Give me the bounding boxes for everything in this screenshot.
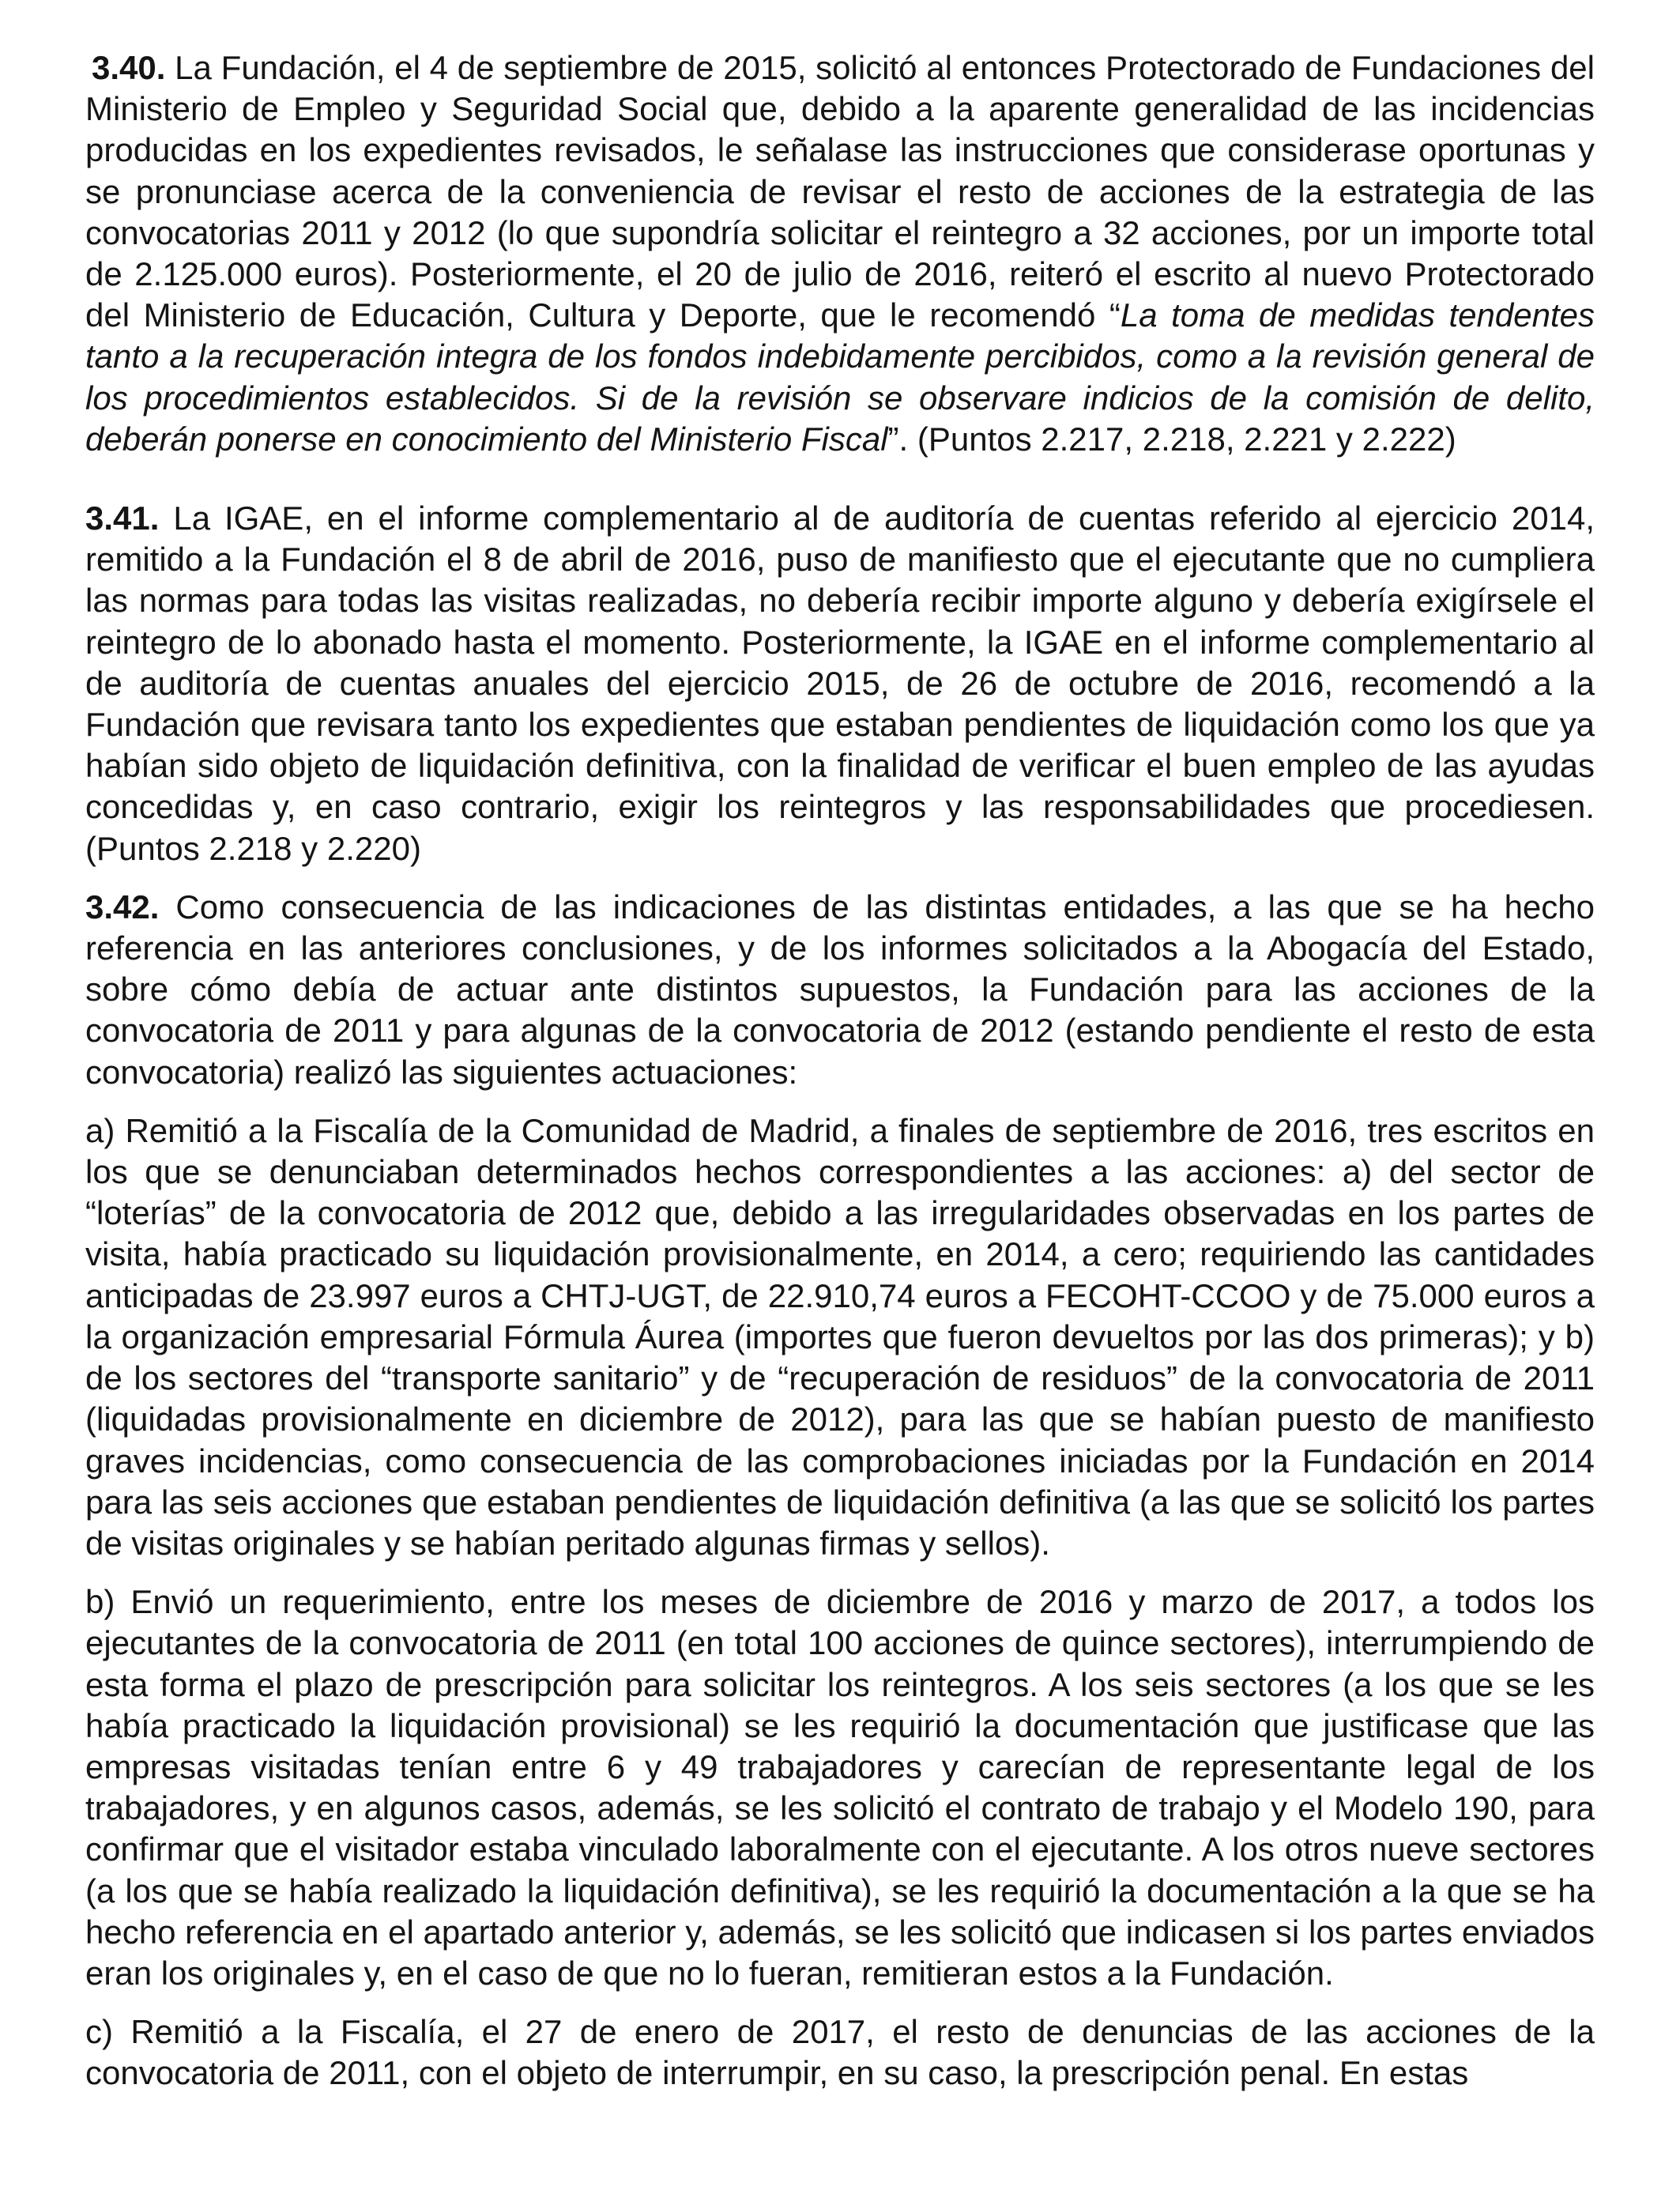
paragraph-3-40 xyxy=(85,47,1595,460)
paragraph-number: 3.42. xyxy=(85,888,160,925)
document-page xyxy=(85,47,1595,2094)
item-text: c) Remitió a la Fiscalía, el 27 de enero de 2017, el resto de denuncias de las acciones de la convocatoria de 2011, con el objeto de interrumpir, en su caso, la prescripción penal. En estas xyxy=(85,2013,1595,2092)
paragraph-text: Como consecuencia de las indicaciones de las distintas entidades, a las que se ha hecho referencia en las anteriores conclusiones, y de los informes solicitados a la Abogacía del Estado, sobre cómo debía de actuar ante distintos supuestos, la Fundación para las acciones de la convocatoria de 2011 y para algunas de la convocatoria de 2012 (estando pendiente el resto de esta convocatoria) realizó las siguientes actuaciones: xyxy=(85,888,1595,1091)
paragraph-text: La Fundación, el 4 de septiembre de 2015, solicitó al entonces Protectorado de Fundaciones del Ministerio de Empleo y Seguridad Social que, debido a la aparente generalidad de las incidencias producidas en los expedientes revisados, le señalase las instrucciones que considerase oportunas y se pronunciase acerca de la conveniencia de revisar el resto de acciones de la estrategia de las convocatorias 2011 y 2012 (lo que supondría solicitar el reintegro a 32 acciones, por un importe total de 2.125.000 euros). Posteriormente, el 20 de julio de 2016, reiteró el escrito al nuevo Protectorado del Ministerio de Educación, Cultura y Deporte, que le recomendó “ xyxy=(85,49,1595,334)
item-a xyxy=(85,1110,1595,1564)
item-b xyxy=(85,1581,1595,1994)
quoted-recommendation: La toma de medidas tendentes tanto a la recuperación integra de los fondos indebidamente percibidos, como a la revisión general de los procedimientos establecidos. Si de la revisión se observare indicios de la comisión de delito, deberán ponerse en conocimiento del Ministerio Fiscal xyxy=(85,296,1595,458)
paragraph-number: 3.41. xyxy=(85,499,160,537)
spacer xyxy=(85,1564,1595,1581)
paragraph-number: 3.40. xyxy=(92,49,166,86)
spacer xyxy=(85,869,1595,887)
spacer xyxy=(85,1994,1595,2011)
spacer xyxy=(85,460,1595,498)
item-text: b) Envió un requerimiento, entre los meses de diciembre de 2016 y marzo de 2017, a todos los ejecutantes de la convocatoria de 2011 (en total 100 acciones de quince sectores), interrumpiendo de esta forma el plazo de prescripción para solicitar los reintegros. A los seis sectores (a los que se les había practicado la liquidación provisional) se les requirió la documentación que justificase que las empresas visitadas tenían entre 6 y 49 trabajadores y carecían de representante legal de los trabajadores, y en algunos casos, además, se les solicitó el contrato de trabajo y el Modelo 190, para confirmar que el visitador estaba vinculado laboralmente con el ejecutante. A los otros nueve sectores (a los que se había realizado la liquidación definitiva), se les requirió la documentación a la que se ha hecho referencia en el apartado anterior y, además, se les solicitó que indicasen si los partes enviados eran los originales y, en el caso de que no lo fueran, remitieran estos a la Fundación. xyxy=(85,1583,1595,1992)
paragraph-text: La IGAE, en el informe complementario al de auditoría de cuentas referido al ejercicio 2014, remitido a la Fundación el 8 de abril de 2016, puso de manifiesto que el ejecutante que no cumpliera las normas para todas las visitas realizadas, no debería recibir importe alguno y debería exigírsele el reintegro de lo abonado hasta el momento. Posteriormente, la IGAE en el informe complementario al de auditoría de cuentas anuales del ejercicio 2015, de 26 de octubre de 2016, recomendó a la Fundación que revisara tanto los expedientes que estaban pendientes de liquidación como los que ya habían sido objeto de liquidación definitiva, con la finalidad de verificar el buen empleo de las ayudas concedidas y, en caso contrario, exigir los reintegros y las responsabilidades que procediesen. (Puntos 2.218 y 2.220) xyxy=(85,499,1595,867)
paragraph-text-end: ”. (Puntos 2.217, 2.218, 2.221 y 2.222) xyxy=(887,420,1456,458)
paragraph-3-41 xyxy=(85,498,1595,869)
item-c xyxy=(85,2011,1595,2094)
paragraph-3-42 xyxy=(85,887,1595,1093)
spacer xyxy=(85,1093,1595,1110)
item-text: a) Remitió a la Fiscalía de la Comunidad de Madrid, a finales de septiembre de 2016, tres escritos en los que se denunciaban determinados hechos correspondientes a las acciones: a) del sector de “loterías” de la convocatoria de 2012 que, debido a las irregularidades observadas en los partes de visita, había practicado su liquidación provisionalmente, en 2014, a cero; requiriendo las cantidades anticipadas de 23.997 euros a CHTJ-UGT, de 22.910,74 euros a FECOHT-CCOO y de 75.000 euros a la organización empresarial Fórmula Áurea (importes que fueron devueltos por las dos primeras); y b) de los sectores del “transporte sanitario” y de “recuperación de residuos” de la convocatoria de 2011 (liquidadas provisionalmente en diciembre de 2012), para las que se habían puesto de manifiesto graves incidencias, como consecuencia de las comprobaciones iniciadas por la Fundación en 2014 para las seis acciones que estaban pendientes de liquidación definitiva (a las que se solicitó los partes de visitas originales y se habían peritado algunas firmas y sellos). xyxy=(85,1111,1595,1562)
